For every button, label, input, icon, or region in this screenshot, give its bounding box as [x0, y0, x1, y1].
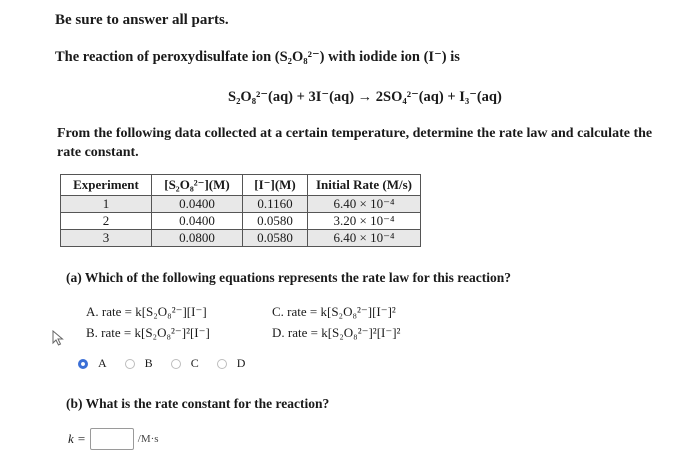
header-iodide-conc: [I⁻](M): [243, 175, 308, 196]
header-experiment: Experiment: [61, 175, 152, 196]
cell-s2o8: 0.0800: [152, 230, 243, 247]
option-a-text: A. rate = k[S₂O₈²⁻][I⁻]: [86, 304, 207, 319]
cell-experiment: 2: [61, 213, 152, 230]
option-d-text: D. rate = k[S₂O₈²⁻]²[I⁻]²: [272, 325, 401, 340]
cell-rate: 3.20 × 10⁻⁴: [308, 213, 421, 230]
rate-law-radio-group: [78, 356, 263, 371]
reaction-equation: S₂O₈²⁻(aq) + 3I⁻(aq) → 2SO₄²⁻(aq) + I₃⁻(aq): [228, 89, 502, 105]
table-row: [61, 213, 421, 230]
intro-text: [55, 48, 460, 66]
table-row: [61, 196, 421, 213]
radio-b-label: B: [144, 356, 153, 370]
option-b-text: B. rate = k[S₂O₈²⁻]²[I⁻]: [86, 325, 210, 340]
radio-option-d[interactable]: [217, 356, 246, 371]
radio-a-dot[interactable]: [78, 359, 88, 369]
option-c-text: C. rate = k[S₂O₈²⁻][I⁻]²: [272, 304, 396, 319]
header-note: Be sure to answer all parts.: [55, 12, 229, 28]
rate-constant-units: /M·s: [137, 433, 159, 445]
cell-rate: 6.40 × 10⁻⁴: [308, 196, 421, 213]
table-row: [61, 230, 421, 247]
rate-constant-input[interactable]: [90, 428, 134, 450]
part-b-question: (b) What is the rate constant for the reaction?: [66, 396, 330, 411]
k-label: k =: [68, 431, 86, 446]
intro-species-formula: (S₂O₈²⁻): [274, 49, 325, 65]
radio-b-dot[interactable]: [125, 359, 135, 369]
header-s2o8-conc: [S₂O₈²⁻](M): [152, 175, 243, 196]
cell-s2o8: 0.0400: [152, 196, 243, 213]
rate-constant-row: [68, 428, 159, 450]
cell-experiment: 3: [61, 230, 152, 247]
header-initial-rate: Initial Rate (M/s): [308, 175, 421, 196]
radio-c-dot[interactable]: [171, 359, 181, 369]
radio-a-label: A: [98, 356, 107, 370]
part-a-question: (a) Which of the following equations represents the rate law for this reaction?: [66, 270, 511, 285]
intro-iodide-formula: (I⁻): [423, 49, 447, 65]
mouse-pointer-icon: [52, 330, 64, 346]
cell-s2o8: 0.0400: [152, 213, 243, 230]
radio-option-a[interactable]: [78, 356, 107, 371]
rate-data-table: [60, 174, 421, 247]
intro-middle: with iodide ion: [328, 49, 420, 65]
cell-iodide: 0.1160: [243, 196, 308, 213]
intro-after: is: [450, 49, 460, 65]
cell-rate: 6.40 × 10⁻⁴: [308, 230, 421, 247]
cell-experiment: 1: [61, 196, 152, 213]
radio-d-dot[interactable]: [217, 359, 227, 369]
radio-option-b[interactable]: [125, 356, 153, 371]
instructions: From the following data collected at a certain temperature, determine the rate law and calculate the rate constant.: [57, 126, 653, 160]
intro-before: The reaction of peroxydisulfate ion: [55, 49, 272, 65]
cell-iodide: 0.0580: [243, 230, 308, 247]
radio-option-c[interactable]: [171, 356, 199, 371]
radio-c-label: C: [190, 356, 199, 370]
radio-d-label: D: [236, 356, 246, 370]
table-header-row: [61, 175, 421, 196]
cell-iodide: 0.0580: [243, 213, 308, 230]
